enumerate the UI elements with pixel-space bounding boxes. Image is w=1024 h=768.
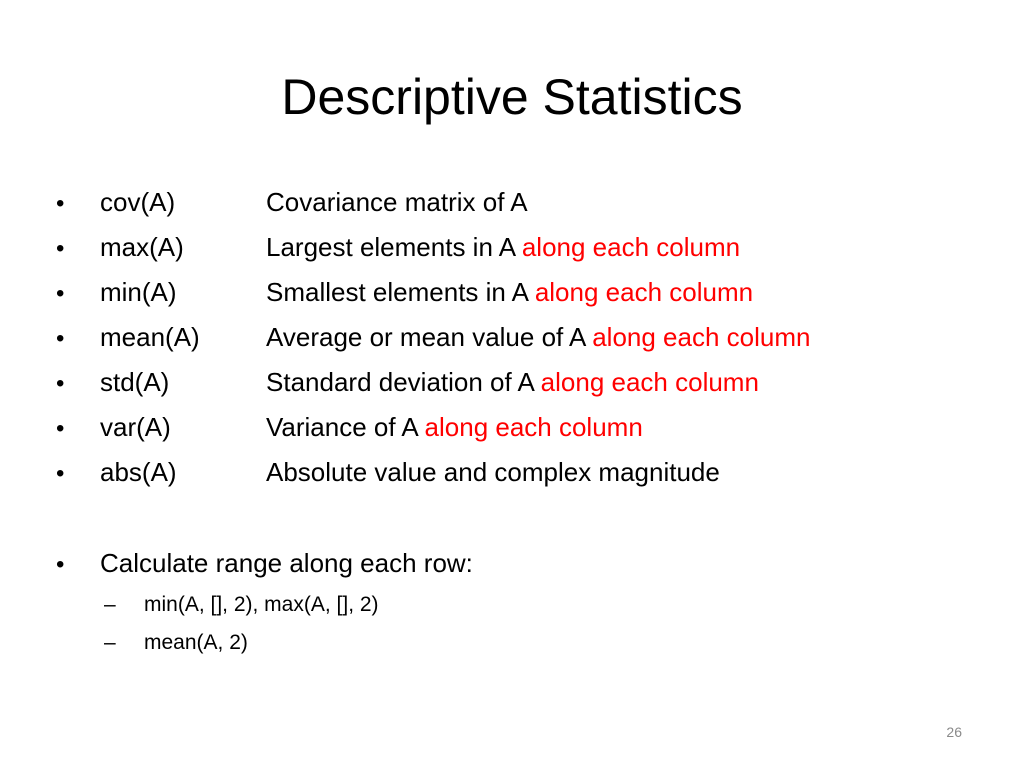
- page-number: 26: [946, 724, 962, 740]
- highlight-text: along each column: [540, 367, 759, 397]
- description-text: Smallest elements in A: [266, 277, 528, 307]
- function-name: std(A): [100, 367, 170, 397]
- description-text: Covariance matrix of A: [266, 187, 528, 217]
- range-bullet-text: Calculate range along each row:: [100, 548, 473, 578]
- bullet-item: [56, 270, 996, 315]
- highlight-text: along each column: [592, 322, 811, 352]
- bullet-item: [56, 360, 996, 405]
- function-name: min(A): [100, 277, 177, 307]
- function-name: mean(A): [100, 322, 200, 352]
- description-text: Standard deviation of A: [266, 367, 534, 397]
- function-name: max(A): [100, 232, 184, 262]
- bullet-item: [56, 315, 996, 360]
- highlight-text: along each column: [521, 232, 741, 262]
- bullet-glyph: •: [56, 280, 65, 307]
- bullet-glyph: •: [56, 415, 65, 442]
- function-description: [266, 315, 810, 360]
- description-text: Absolute value and complex magnitude: [266, 457, 720, 487]
- bullet-item: [56, 450, 996, 495]
- sub-bullet-text: min(A, [], 2), max(A, [], 2): [144, 593, 379, 616]
- range-bullet: [56, 541, 996, 586]
- bullet-item: [56, 180, 996, 225]
- function-description: [266, 180, 528, 225]
- sub-bullet-text: mean(A, 2): [144, 631, 248, 654]
- dash-glyph: –: [104, 593, 116, 616]
- bullet-list: [56, 180, 996, 662]
- highlight-text: along each column: [534, 277, 754, 307]
- dash-glyph: –: [104, 631, 116, 654]
- function-name: var(A): [100, 412, 171, 442]
- highlight-text: along each column: [424, 412, 643, 442]
- function-description: [266, 270, 753, 315]
- slide-title: Descriptive Statistics: [281, 69, 743, 125]
- function-name: cov(A): [100, 187, 176, 217]
- function-description: [266, 405, 643, 450]
- function-description: [266, 225, 740, 270]
- bullet-glyph: •: [56, 460, 65, 487]
- bullet-item: [56, 225, 996, 270]
- description-text: Largest elements in A: [266, 232, 515, 262]
- bullet-glyph: •: [56, 325, 65, 352]
- sub-bullet-item: [56, 624, 996, 662]
- bullet-glyph: •: [56, 370, 65, 397]
- function-description: [266, 450, 720, 495]
- function-description: [266, 360, 759, 405]
- function-name: abs(A): [100, 457, 177, 487]
- bullet-glyph: •: [56, 235, 65, 262]
- description-text: Average or mean value of A: [266, 322, 585, 352]
- bullet-item: [56, 405, 996, 450]
- description-text: Variance of A: [266, 412, 418, 442]
- bullet-glyph: •: [56, 551, 65, 578]
- sub-bullet-item: [56, 586, 996, 624]
- bullet-glyph: •: [56, 190, 65, 217]
- spacer: [56, 495, 996, 541]
